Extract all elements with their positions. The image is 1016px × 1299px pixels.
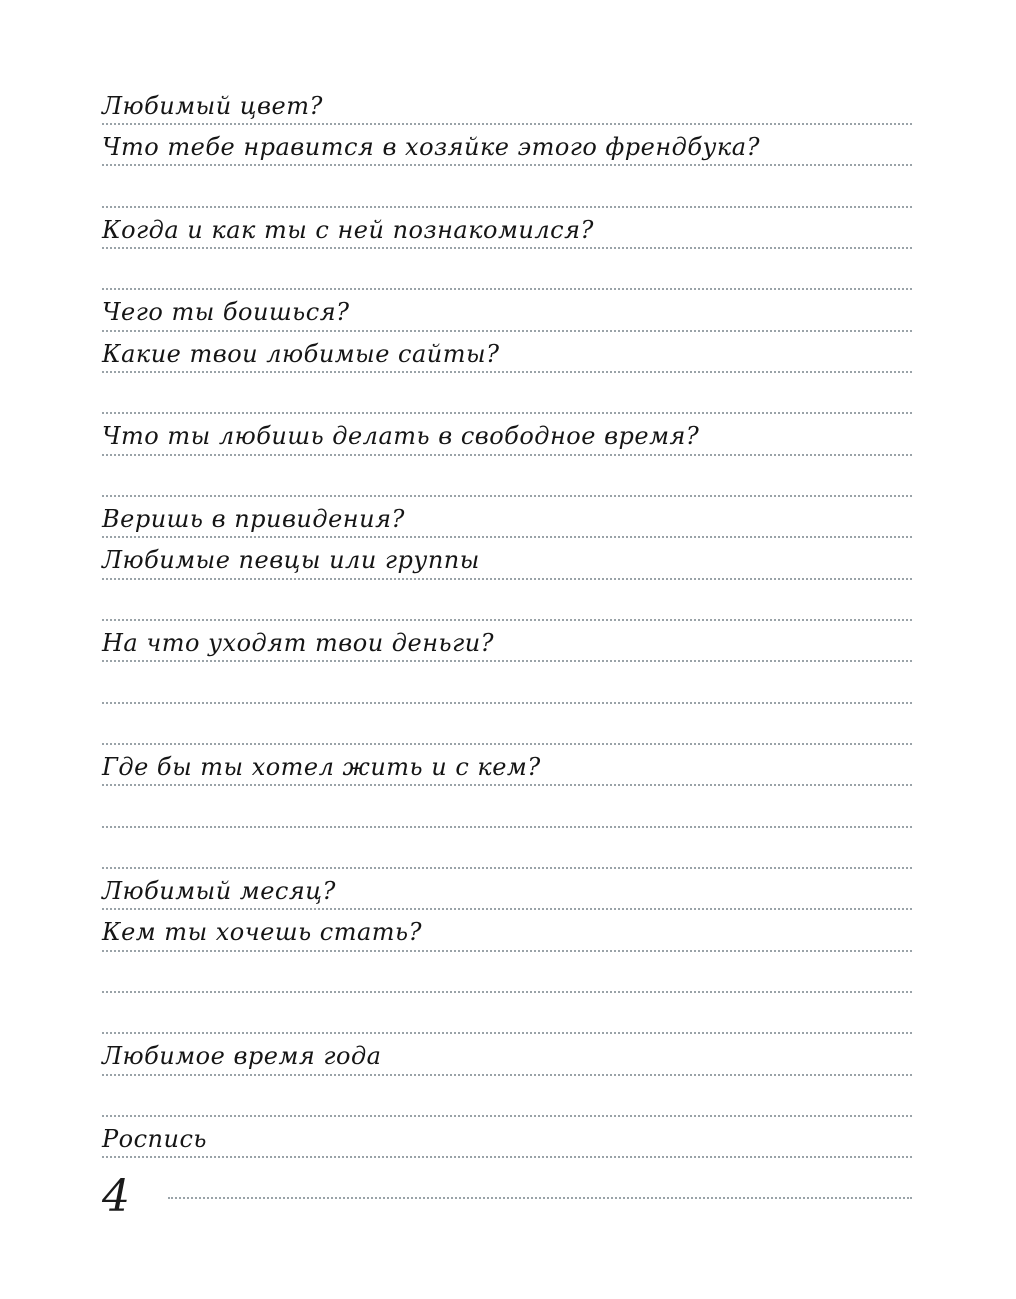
question-favorite-color: Любимый цвет?	[102, 92, 323, 120]
question-favorite-singers: Любимые певцы или группы	[102, 546, 480, 574]
question-ghosts: Веришь в привидения?	[102, 505, 405, 533]
answer-line	[102, 826, 912, 828]
question-who-to-become: Кем ты хочешь стать?	[102, 918, 422, 946]
footer-line	[168, 1197, 912, 1199]
answer-line	[102, 991, 912, 993]
answer-line	[102, 371, 912, 373]
answer-line	[102, 1074, 912, 1076]
answer-line	[102, 164, 912, 166]
answer-line	[102, 454, 912, 456]
answer-line	[102, 784, 912, 786]
answer-line	[102, 1156, 912, 1158]
answer-line	[102, 495, 912, 497]
answer-line	[102, 950, 912, 952]
answer-line	[102, 619, 912, 621]
question-what-you-like-in-owner: Что тебе нравится в хозяйке этого френдбука?	[102, 133, 760, 161]
question-favorite-sites: Какие твои любимые сайты?	[102, 340, 500, 368]
question-fears: Чего ты боишься?	[102, 298, 350, 326]
question-favorite-season: Любимое время года	[102, 1042, 382, 1070]
question-where-to-live: Где бы ты хотел жить и с кем?	[102, 753, 541, 781]
question-signature: Роспись	[102, 1125, 207, 1153]
answer-line	[102, 123, 912, 125]
page-number: 4	[102, 1171, 130, 1222]
answer-line	[102, 1115, 912, 1117]
question-favorite-month: Любимый месяц?	[102, 877, 336, 905]
answer-line	[102, 867, 912, 869]
question-how-you-met: Когда и как ты с ней познакомился?	[102, 216, 594, 244]
answer-line	[102, 578, 912, 580]
answer-line	[102, 660, 912, 662]
answer-line	[102, 206, 912, 208]
answer-line	[102, 536, 912, 538]
answer-line	[102, 702, 912, 704]
answer-line	[102, 330, 912, 332]
answer-line	[102, 288, 912, 290]
question-money-spending: На что уходят твои деньги?	[102, 629, 495, 657]
answer-line	[102, 412, 912, 414]
answer-line	[102, 908, 912, 910]
answer-line	[102, 743, 912, 745]
answer-line	[102, 247, 912, 249]
answer-line	[102, 1032, 912, 1034]
question-free-time: Что ты любишь делать в свободное время?	[102, 422, 700, 450]
